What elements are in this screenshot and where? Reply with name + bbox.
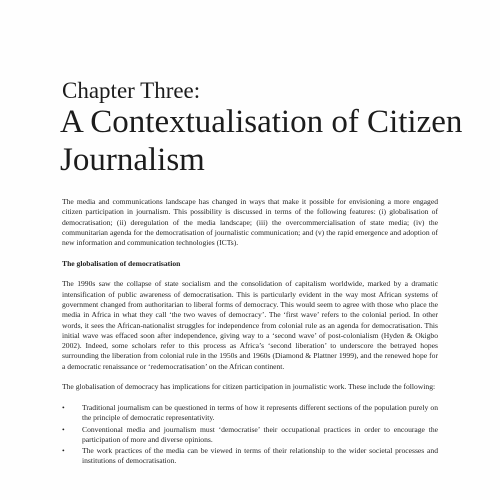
section-heading: The globalisation of democratisation	[62, 258, 181, 268]
list-item	[62, 425, 438, 446]
bullet-icon: •	[62, 424, 65, 434]
list-item	[62, 446, 438, 467]
bullet-icon: •	[62, 446, 65, 456]
section-paragraph: The 1990s saw the collapse of state socialism and the consolidation of capitalism worldwide, marked by a dramatic intensification of public awareness of democratisation. This is particularly evident in the way most African systems of government changed from authoritarian to liberal forms of democracy. This would seem to agree with those who place the media in Africa in what they call ‘the two waves of democracy’. The ‘first wave’ refers to the colonial period. In other words, it sees the African-nationalist struggles for independence from colonial rule as an agenda for democratisation. This initial wave was effaced soon after independence, giving way to a ‘second wave’ of post-colonialism (Hyden & Okigbo 2002). Indeed, some scholars refer to this process as Africa’s ‘second liberation’ to underscore the betrayed hopes surrounding the liberation from colonial rule in the 1950s and 1960s (Diamond & Plattner 1999), and the renewed hope for a democratic renaissance or ‘redemocratisation’ on the African continent.	[62, 279, 438, 371]
section-paragraph: The globalisation of democracy has implications for citizen participation in journalistic work. These include the following:	[62, 382, 436, 392]
bullet-icon: •	[62, 402, 65, 412]
list-item-text: Traditional journalism can be questioned in terms of how it represents different sections of the population purely on the principle of democratic representativity.	[82, 402, 438, 423]
chapter-title: A Contextualisation of Citizen Journalism	[60, 104, 463, 178]
bullet-list	[62, 403, 438, 467]
list-item-text: The work practices of the media can be viewed in terms of their relationship to the wider societal processes and institutions of democratisation.	[82, 446, 438, 466]
intro-paragraph: The media and communications landscape has changed in ways that make it possible for envisioning a more engaged citizen participation in journalism. This possibility is discussed in terms of the following features: (i) globalisation of democratisation; (ii) deregulation of the media landscape; (iii) the overcommercialisation of state media; (iv) the communitarian agenda for the democratisation of journalistic communication; and (v) the rapid emergence and adoption of new information and communication technologies (ICTs).	[62, 197, 438, 248]
body-text	[62, 197, 438, 468]
list-item	[62, 403, 438, 424]
list-item-text: Conventional media and journalism must ‘democratise’ their occupational practices in order to encourage the participation of more and diverse opinions.	[82, 424, 438, 444]
chapter-label: Chapter Three:	[62, 78, 201, 103]
